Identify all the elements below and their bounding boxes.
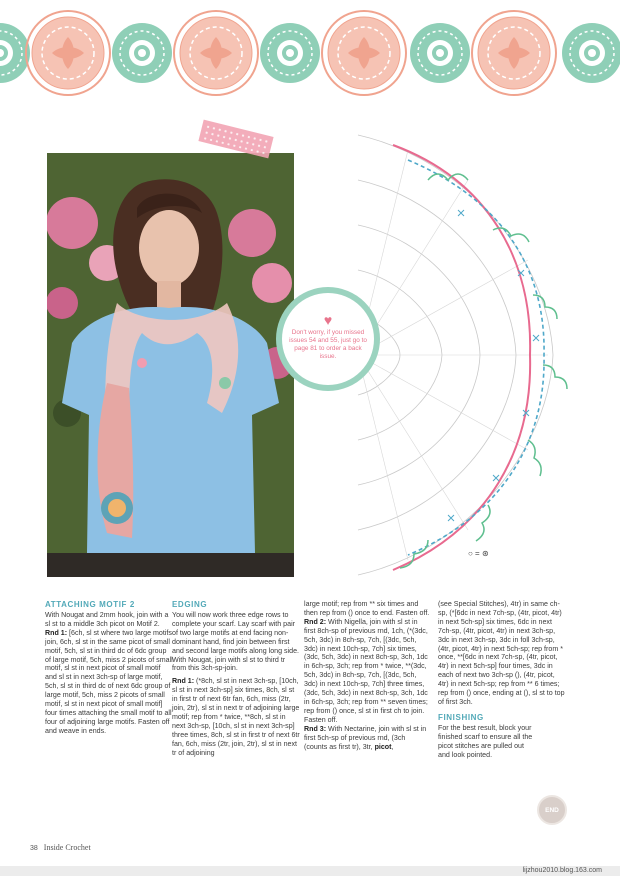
end-badge: END <box>537 795 567 825</box>
heading-attaching-motif: ATTACHING MOTIF 2 <box>45 600 135 609</box>
rnd3-label: Rnd 3: <box>304 724 327 733</box>
edging-intro: You will now work three edge rows to complete your scarf. Lay scarf with pair of two large motifs at end facing non-dominant hand, find join between first and second large motifs along long side. With Nougat, join with sl st to third tr from this 3ch-sp-join. <box>172 611 299 673</box>
rnd3-picot: picot <box>374 742 392 751</box>
chart-legend: ○ = ⊛ <box>468 549 489 558</box>
doily-mint-4 <box>410 23 470 83</box>
edging-rnd1 <box>172 677 300 757</box>
callout-text: Don't worry, if you missed issues 54 and 55, just go to page 81 to order a back issue. <box>289 329 367 360</box>
doily-mint-5 <box>562 23 620 83</box>
column-edging <box>172 600 300 758</box>
callout-inner <box>282 293 374 385</box>
doily-salmon-2 <box>174 11 258 95</box>
doily-salmon-3 <box>322 11 406 95</box>
edging-rnd1-label: Rnd 1: <box>172 677 195 686</box>
column-attaching-motif <box>45 600 173 736</box>
blog-credit: lijzhou2010.blog.163.com <box>522 867 602 874</box>
model-illustration <box>47 153 294 577</box>
page-number: 38 <box>30 845 38 852</box>
rnd2-text: With Nigella, join with sl st in first 8ch-sp of previous rnd, 1ch, (*(3dc, 5ch, 3dc) in 8ch-sp, 7ch, [(3dc, 5ch, 3dc) in next 10ch-sp, 7ch] six times, (3dc, 5ch, 3dc) in next 8ch-sp, 3ch, 1dc in 6ch-sp, 3ch; rep from * twice, **(3dc, 5ch, 3dc) in 8ch-sp, 7ch, [(3dc, 5ch, 3dc) in next 10ch-sp, 7ch] three times, (3dc, 5ch, 3dc) in next 8ch-sp, 3ch, 1dc in 6ch-sp, 3ch; rep from ** seven times; rep from () once, sl st in first ch to join. Fasten off. <box>304 617 428 724</box>
doily-border <box>0 10 620 96</box>
doily-mint-2 <box>112 23 172 83</box>
rnd3-text: With Nectarine, join with sl st in first 5ch-sp of previous rnd, (3ch (counts as first tr), 3tr, <box>304 724 427 751</box>
column-rounds <box>304 600 430 751</box>
model-photo <box>47 153 294 577</box>
magazine-name: Inside Crochet <box>43 843 91 852</box>
heart-icon: ♥ <box>323 312 333 328</box>
doily-salmon-1 <box>26 11 110 95</box>
rnd1-label: Rnd 1: <box>45 628 68 637</box>
rnd1-text: [6ch, sl st where two large motifs join, 6ch, sl st in the same picot of small motif, 5ch, sl st in third dc of 6dc group of large motif, 5ch, miss 2 picots of small motif, sl st in next picot of small motif and sl st in next 3ch-sp of large motif, 5ch, sl st in third dc of next 6dc group of large motif, 5ch, miss 2 picots of small motif, sl st in next picot of small motif] four times attaching the small motif to all four of adjoining large motifs. Fasten off and weave in ends. <box>45 628 173 735</box>
attaching-rnd1 <box>45 629 173 736</box>
rnd2 <box>304 618 430 725</box>
back-issue-callout <box>276 287 380 391</box>
edging-rnd1-text: (*8ch, sl st in next 3ch-sp, [10ch, sl st in next 3ch-sp] six times, 8ch, sl st in first tr of next 6tr fan, 6ch, miss (2tr, join, 2tr), sl st in next tr of adjoining large motif; rep from * twice, **8ch, sl st in next 3ch-sp, [10ch, sl st in next 3ch-sp] three times, 8ch, sl st in first tr of next 6tr fan, 6ch, miss (2tr, join, 2tr), sl st in next tr of adjoining <box>172 677 300 757</box>
rnd3-continued: (see Special Stitches), 4tr) in same ch-sp, (*[6dc in next 7ch-sp, (4tr, picot, 4tr) in next 5ch-sp] six times, 6dc in next 7ch-sp, (4tr, picot, 4tr) in next 3ch-sp, 3dc in next 3ch-sp, 3dc in foll 3ch-sp, (4tr, picot, 4tr) in next 5ch-sp; rep from * once, **[6dc in next 7ch-sp, (4tr, picot, 4tr) in next 5ch-sp] four times, 3dc in each of next two 3ch-sp (), (4tr, picot, 4tr) in next 5ch-sp; rep from ** 6 times; rep from () once, ending at (), sl st to top of first 3ch. <box>438 600 565 706</box>
doily-mint-3 <box>260 23 320 83</box>
rnd3-end: , <box>391 742 394 751</box>
heading-finishing: FINISHING <box>438 712 484 722</box>
doily-salmon-4 <box>472 11 556 95</box>
page-footer <box>30 843 91 852</box>
finishing-text: For the best result, block your finished scarf to ensure all the picot stitches are pulled out and look pointed. <box>438 723 533 759</box>
rnd3 <box>304 725 430 752</box>
rounds-continued: large motif; rep from ** six times and then rep from () once to end. Fasten off. <box>304 600 430 617</box>
attaching-intro: With Nougat and 2mm hook, join with a sl st to a middle 3ch picot on Motif 2. <box>45 611 169 628</box>
rnd2-label: Rnd 2: <box>304 617 327 626</box>
heading-edging: EDGING <box>172 600 208 609</box>
column-finishing <box>438 600 566 760</box>
